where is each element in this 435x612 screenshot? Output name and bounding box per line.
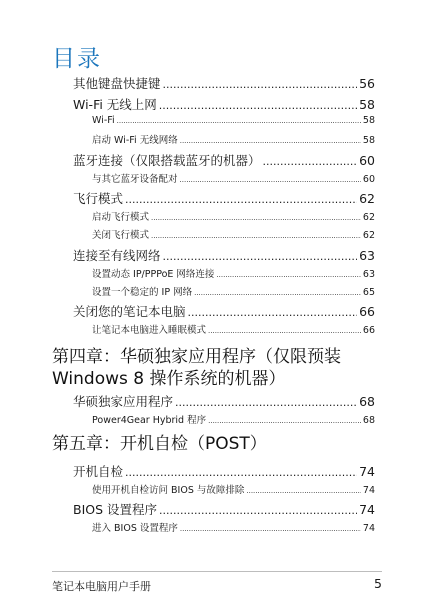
toc-subentry[interactable] [92, 412, 375, 426]
toc-entry-page: 68 [362, 415, 375, 426]
footer-page-number: 5 [374, 576, 382, 591]
toc-subentry[interactable] [92, 266, 375, 280]
chapter-heading-line: Windows 8 操作系统的机器） [52, 369, 286, 389]
toc-entry[interactable] [73, 151, 375, 169]
dot-leader [117, 117, 361, 125]
toc-entry-title: Wi-Fi 无线上网 [73, 97, 157, 112]
toc-entry-page: 58 [362, 115, 375, 126]
toc-entry-page: 58 [359, 97, 375, 112]
dot-leader [125, 466, 357, 479]
toc-entry-title: 启动飞行模式 [92, 212, 150, 223]
toc-subentry[interactable] [92, 227, 375, 241]
toc-entry-page: 66 [359, 304, 375, 319]
dot-leader [180, 137, 361, 145]
toc-entry-page: 60 [362, 174, 375, 185]
toc-entry-title: Power4Gear Hybrid 程序 [92, 415, 207, 426]
toc-entry-title: 蓝牙连接（仅限搭载蓝牙的机器） [73, 153, 261, 168]
dot-leader [159, 504, 357, 517]
toc-entry-page: 60 [359, 153, 375, 168]
toc-entry-title: 设置动态 IP/PPPoE 网络连接 [92, 269, 215, 280]
toc-entry-title: 启动 Wi-Fi 无线网络 [92, 135, 178, 146]
dot-leader [125, 193, 357, 206]
toc-subentry[interactable] [92, 284, 375, 298]
toc-entry-page: 58 [362, 135, 375, 146]
toc-entry[interactable] [73, 95, 375, 113]
toc-entry-title: 连接至有线网络 [73, 248, 161, 263]
toc-entry-page: 63 [362, 269, 375, 280]
toc-entry-page: 62 [359, 191, 375, 206]
toc-subentry[interactable] [92, 482, 375, 496]
toc-subentry[interactable] [92, 171, 375, 185]
footer-divider [52, 571, 382, 572]
dot-leader [216, 271, 360, 279]
toc-entry-page: 63 [359, 248, 375, 263]
toc-entry-page: 74 [362, 523, 375, 534]
toc-subentry[interactable] [92, 209, 375, 223]
chapter-heading-line: 第四章：华硕独家应用程序（仅限预装 [52, 347, 341, 367]
dot-leader [163, 78, 358, 91]
toc-entry-page: 65 [362, 287, 375, 298]
toc-entry-title: 开机自检 [73, 464, 124, 479]
toc-entry-page: 74 [359, 502, 375, 517]
toc-entry-title: 关闭飞行模式 [92, 230, 150, 241]
toc-subentry[interactable] [92, 322, 375, 336]
toc-entry-title: Wi-Fi [92, 115, 115, 126]
toc-entry-page: 56 [359, 76, 375, 91]
dot-leader [163, 250, 358, 263]
dot-leader [151, 232, 361, 240]
footer-manual-name: 笔记本电脑用户手册 [52, 580, 151, 593]
toc-entry[interactable] [73, 74, 375, 92]
toc-entry-title: 飞行模式 [73, 191, 124, 206]
toc-subentry[interactable] [92, 132, 375, 146]
toc-entry-page: 68 [359, 394, 375, 409]
dot-leader [263, 155, 358, 168]
dot-leader [180, 525, 361, 533]
toc-entry-title: 使用开机自检访问 BIOS 与故障排除 [92, 485, 245, 496]
dot-leader [246, 487, 361, 495]
toc-entry-title: 华硕独家应用程序 [73, 394, 174, 409]
toc-entry-title: 关闭您的笔记本电脑 [73, 304, 186, 319]
dot-leader [188, 306, 358, 319]
toc-entry-title: 进入 BIOS 设置程序 [92, 523, 178, 534]
toc-entry[interactable] [73, 500, 375, 518]
dot-leader [194, 289, 361, 297]
toc-entry-title: 设置一个稳定的 IP 网络 [92, 287, 193, 298]
toc-entry-title: BIOS 设置程序 [73, 502, 158, 517]
toc-subentry[interactable] [92, 520, 375, 534]
toc-entry-page: 62 [362, 230, 375, 241]
toc-subentry[interactable] [92, 115, 375, 129]
chapter-heading[interactable] [52, 433, 267, 455]
toc-entry[interactable] [73, 462, 375, 480]
toc-entry[interactable] [73, 189, 375, 207]
dot-leader [208, 327, 361, 335]
dot-leader [208, 417, 361, 425]
toc-entry-page: 66 [362, 325, 375, 336]
page-title: 目录 [52, 46, 102, 72]
toc-entry-title: 其他键盘快捷键 [73, 76, 161, 91]
dot-leader [175, 396, 357, 409]
toc-entry[interactable] [73, 302, 375, 320]
dot-leader [180, 176, 361, 184]
toc-entry-page: 74 [362, 485, 375, 496]
toc-entry-page: 62 [362, 212, 375, 223]
toc-entry-page: 74 [359, 464, 375, 479]
chapter-heading-line: 第五章：开机自检（POST） [52, 434, 267, 454]
toc-entry-title: 让笔记本电脑进入睡眠模式 [92, 325, 207, 336]
toc-entry-title: 与其它蓝牙设备配对 [92, 174, 178, 185]
toc-entry[interactable] [73, 246, 375, 264]
dot-leader [151, 214, 361, 222]
chapter-heading[interactable] [52, 346, 341, 390]
dot-leader [159, 99, 357, 112]
toc-entry[interactable] [73, 392, 375, 410]
